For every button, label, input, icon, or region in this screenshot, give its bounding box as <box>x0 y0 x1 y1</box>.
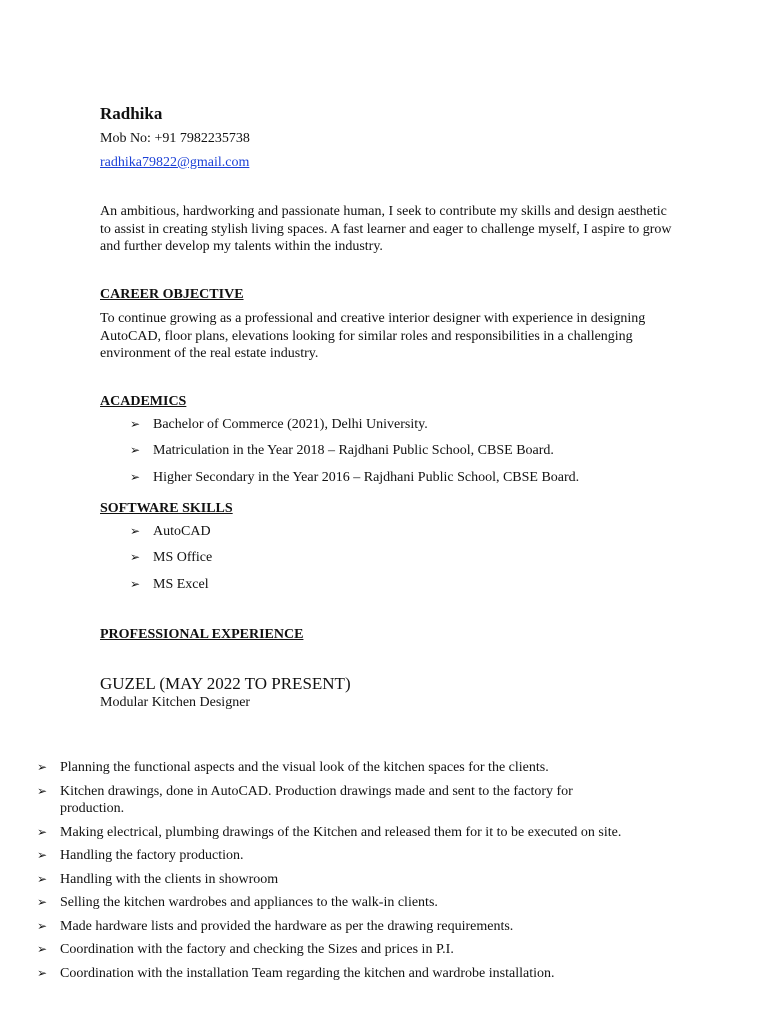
list-item: ➢ Handling with the clients in showroom <box>37 871 279 887</box>
arrow-bullet-icon: ➢ <box>130 576 141 591</box>
arrow-bullet-icon: ➢ <box>37 895 48 909</box>
list-item: ➢ Coordination with the factory and checking the Sizes and prices in P.I. <box>37 942 454 957</box>
arrow-bullet-icon: ➢ <box>130 417 141 431</box>
list-item: ➢ MS Excel <box>130 576 209 592</box>
email-link[interactable]: radhika79822@gmail.com <box>100 155 250 170</box>
arrow-bullet-icon: ➢ <box>37 848 48 862</box>
software-skills-list <box>130 523 212 602</box>
list-item: ➢ Handling the factory production. <box>37 848 244 863</box>
list-item: ➢ Coordination with the installation Team regarding the kitchen and wardrobe installation. <box>37 965 555 981</box>
career-objective-heading: CAREER OBJECTIVE <box>100 287 244 302</box>
academics-heading: ACADEMICS <box>100 394 187 409</box>
arrow-bullet-icon: ➢ <box>130 524 141 538</box>
arrow-bullet-icon: ➢ <box>37 942 48 956</box>
list-item: ➢ AutoCAD <box>130 524 211 539</box>
duties-list <box>37 759 637 988</box>
professional-experience-heading: PROFESSIONAL EXPERIENCE <box>100 627 304 642</box>
software-skills-heading: SOFTWARE SKILLS <box>100 501 233 516</box>
mobile-number: Mob No: +91 7982235738 <box>100 131 250 146</box>
list-item: ➢ Higher Secondary in the Year 2016 – Rajdhani Public School, CBSE Board. <box>130 469 580 485</box>
list-item: ➢ Making electrical, plumbing drawings of the Kitchen and released them for it to be executed on site. <box>37 824 622 840</box>
candidate-name: Radhika <box>100 104 163 123</box>
arrow-bullet-icon: ➢ <box>37 760 48 774</box>
arrow-bullet-icon: ➢ <box>37 965 48 980</box>
list-item: ➢ Matriculation in the Year 2018 – Rajdhani Public School, CBSE Board. <box>130 443 554 459</box>
job-title: GUZEL (MAY 2022 TO PRESENT) <box>100 674 351 693</box>
arrow-bullet-icon: ➢ <box>130 550 141 565</box>
list-item: ➢ Selling the kitchen wardrobes and appliances to the walk-in clients. <box>37 895 438 910</box>
career-objective-text: To continue growing as a professional and creative interior designer with experience in designing AutoCAD, floor plans, elevations looking for similar roles and responsibilities in a challenging environment of the real estate industry. <box>100 311 646 361</box>
arrow-bullet-icon: ➢ <box>37 824 48 839</box>
arrow-bullet-icon: ➢ <box>130 443 141 458</box>
academics-list <box>130 416 579 495</box>
job-role: Modular Kitchen Designer <box>100 695 251 710</box>
arrow-bullet-icon: ➢ <box>130 469 141 484</box>
list-item: ➢ Kitchen drawings, done in AutoCAD. Production drawings made and sent to the factory for production. <box>37 783 573 816</box>
list-item: ➢ MS Office <box>130 550 213 566</box>
list-item: ➢ Planning the functional aspects and the visual look of the kitchen spaces for the clients. <box>37 760 549 775</box>
arrow-bullet-icon: ➢ <box>37 918 48 933</box>
list-item: ➢ Made hardware lists and provided the hardware as per the drawing requirements. <box>37 918 514 934</box>
profile-summary: An ambitious, hardworking and passionate human, I seek to contribute my skills and design aesthetic to assist in creating stylish living spaces. A fast learner and eager to challenge myself, I aspire to grow and further develop my talents within the industry. <box>100 204 672 254</box>
list-item: ➢ Bachelor of Commerce (2021), Delhi University. <box>130 417 428 432</box>
arrow-bullet-icon: ➢ <box>37 783 48 798</box>
arrow-bullet-icon: ➢ <box>37 871 48 886</box>
